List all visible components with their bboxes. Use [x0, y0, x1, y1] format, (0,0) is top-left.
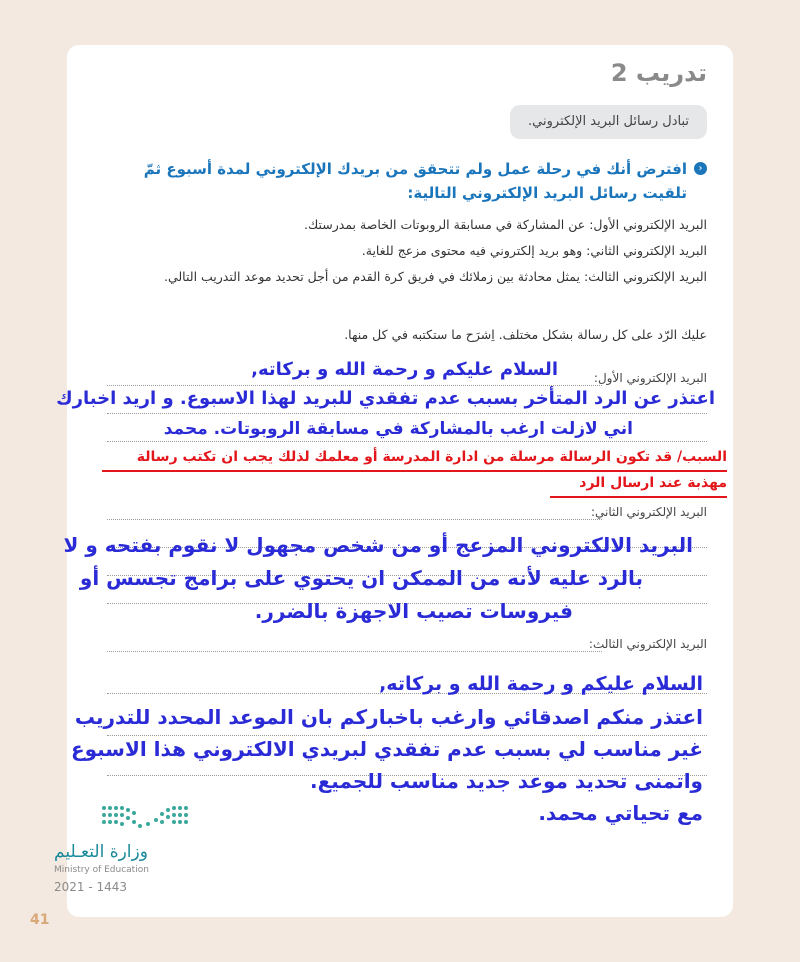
- reason-note-line-1: السبب/ قد تكون الرسالة مرسلة من ادارة المدرسة أو معلمك لذلك يجب ان تكتب رسالة: [136, 449, 727, 465]
- exercise-title: تدريب 2: [610, 59, 707, 87]
- answer-second-line-2: بالرد عليه لأنه من الممكن ان يحتوي على برامج تجسس أو: [79, 566, 643, 590]
- answer-second-line-1: البريد الالكتروني المزعج أو من شخص مجهول لا نقوم بفتحه و لا: [63, 533, 693, 557]
- email-info-third: البريد الإلكتروني الثالث: يمثل محادثة بين زملائك في فريق كرة القدم من أجل تحديد موعد التدريب التالي.: [163, 269, 707, 284]
- page-number: 41: [30, 912, 50, 928]
- answer-third-line-1: السلام عليكم و رحمة الله و بركاته,: [379, 673, 703, 695]
- note-underline: [550, 496, 727, 498]
- answer-third-line-5: مع تحياتي محمد.: [538, 801, 703, 825]
- answer-line: [107, 413, 707, 414]
- note-underline: [102, 470, 727, 472]
- bullet-arrow-icon: ›: [694, 162, 707, 175]
- answer-third-line-2: اعتذر منكم اصدقائي وارغب باخباركم بان الموعد المحدد للتدريب: [74, 705, 703, 729]
- answer-first-line-1: السلام عليكم و رحمة الله و بركاته,: [251, 359, 558, 380]
- edition-year: 2021 - 1443: [54, 880, 128, 894]
- answer-third-line-3: غير مناسب لي بسبب عدم تفقدي لبريدي الالكتروني هذا الاسبوع: [70, 737, 703, 761]
- exercise-subtitle: تبادل رسائل البريد الإلكتروني.: [510, 105, 707, 139]
- reason-note-line-2: مهذبة عند ارسال الرد: [579, 475, 727, 491]
- ministry-name-arabic: وزارة التعـليم: [54, 842, 148, 862]
- answer-first-line-3: اني لازلت ارغب بالمشاركة في مسابقة الروبوتات. محمد: [163, 419, 633, 439]
- answer-line: [107, 385, 602, 386]
- email-info-second: البريد الإلكتروني الثاني: وهو بريد إلكتروني فيه محتوى مزعج للغاية.: [361, 243, 707, 258]
- task-prompt: افترض أنك في رحلة عمل ولم تتحقق من بريدك الإلكتروني لمدة أسبوع ثمّ تلقيت رسائل البريد الإلكتروني التالية:: [143, 160, 687, 202]
- ministry-name-english: Ministry of Education: [54, 865, 149, 875]
- answer-line: [107, 735, 707, 736]
- answer-line: [107, 651, 602, 652]
- label-second-email: البريد الإلكتروني الثاني:: [591, 505, 707, 519]
- label-first-email: البريد الإلكتروني الأول:: [593, 371, 707, 385]
- answer-line: [107, 441, 707, 442]
- label-third-email: البريد الإلكتروني الثالث:: [588, 637, 707, 651]
- ministry-logo-icon: [98, 802, 198, 836]
- answer-second-line-3: فيروسات تصيب الاجهزة بالضرر.: [254, 599, 573, 623]
- worksheet-page: [56, 45, 733, 917]
- instruction-text: عليك الرّد على كل رسالة بشكل مختلف. اِشرَح ما ستكتبه في كل منها.: [344, 327, 707, 342]
- answer-line: [107, 519, 602, 520]
- answer-third-line-4: واتمنى تحديد موعد جديد مناسب للجميع.: [310, 769, 703, 793]
- answer-first-line-2: اعتذر عن الرد المتأخر بسبب عدم تفقدي للبريد لهذا الاسبوع. و اريد اخبارك: [56, 388, 715, 409]
- email-info-first: البريد الإلكتروني الأول: عن المشاركة في مسابقة الروبوتات الخاصة بمدرستك.: [303, 217, 707, 232]
